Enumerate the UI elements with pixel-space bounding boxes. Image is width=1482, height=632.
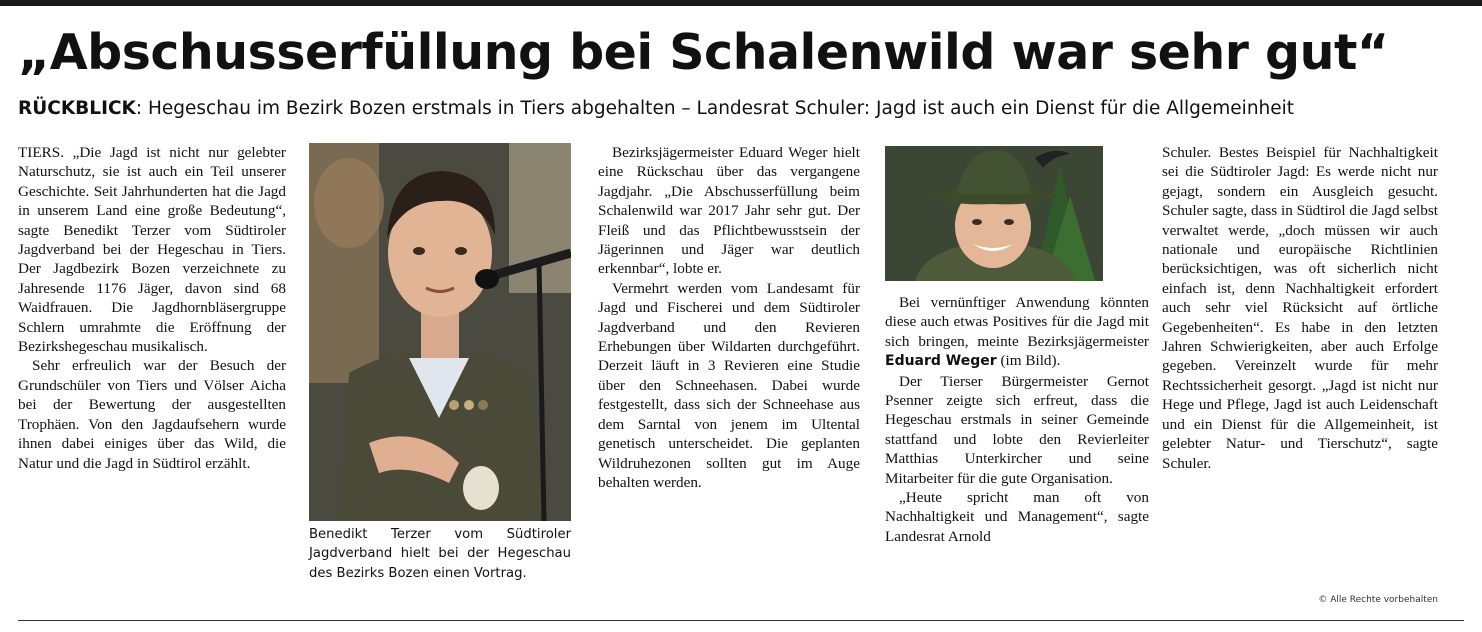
- copyright-notice: © Alle Rechte vorbehalten: [1318, 595, 1438, 605]
- paragraph-text: Bei vernünftiger Anwendung könnten diese auch etwas Positives für die Jagd mit sich bringen, meinte Bezirksjägermeister: [885, 294, 1149, 350]
- text-column-5: [1162, 143, 1438, 473]
- subheadline-text: : Hegeschau im Bezirk Bozen erstmals in Tiers abgehalten – Landesrat Schuler: Jagd ist auch ein Dienst für die Allgemeinheit: [135, 98, 1295, 119]
- weger-photo-illustration: [885, 146, 1103, 281]
- text-column-3: [598, 143, 860, 492]
- paragraph: [885, 293, 1149, 372]
- photo-eduard-weger: [885, 146, 1103, 281]
- paragraph: Sehr erfreulich war der Besuch der Grundschüler von Tiers und Völser Aicha bei der Bewertung der ausgestellten Trophäen. Von den Jagdaufsehern wurde ihnen dabei einiges über das Wild, die Natur und die Jagd in Südtirol erzählt.: [18, 357, 286, 472]
- photo-caption-terzer: Benedikt Terzer vom Südtiroler Jagdverband hielt bei der Hegeschau des Bezirks Bozen einen Vortrag.: [309, 527, 571, 581]
- paragraph: Schuler. Bestes Beispiel für Nachhaltigkeit sei die Südtiroler Jagd: Es werde nicht nur gejagt, sondern ein Ausgleich gesucht. Schuler sagte, dass in Südtirol die Jagd selbst verwaltet werde, „doch müssen wir auch nationale und europäische Richtlinien berücksichtigen, was oft sicherlich nicht einfach ist, denn Nachhaltigkeit erfordert auch sehr viel Rücksicht auf örtliche Gegebenheiten“. Es habe in den letzten Jahren Schwierigkeiten, aber auch Erfolge gegeben. Vereinzelt wurde für mehr Rechtssicherheit gesorgt. „Jagd ist nicht nur Hege und Pflege, Jagd ist auch Leidenschaft und ein Dienst für die Allgemeinheit, ist gelebter Natur- und Tierschutz“, sagte Schuler.: [1162, 144, 1438, 472]
- paragraph-text: (im Bild).: [996, 352, 1061, 370]
- paragraph: Bezirksjägermeister Eduard Weger hielt eine Rückschau über das vergangene Jagdjahr. „Die Abschusserfüllung beim Schalenwild war 2017 Jahr sehr gut. Der Fleiß und das Pflichtbewusstsein der Jägerinnen und Jäger war deutlich erkennbar“, lobte er.: [598, 144, 860, 278]
- highlighted-name: Eduard Weger: [885, 353, 997, 370]
- paragraph: „Heute spricht man oft von Nachhaltigkeit und Management“, sagte Landesrat Arnold: [885, 489, 1149, 545]
- text-column-4: [885, 293, 1149, 546]
- terzer-photo-illustration: [309, 143, 571, 521]
- article-headline: „Abschusserfüllung bei Schalenwild war sehr gut“: [18, 24, 1389, 81]
- photo-benedikt-terzer: [309, 143, 571, 521]
- top-rule: [0, 0, 1482, 6]
- subheadline-kicker: RÜCKBLICK: [18, 98, 136, 119]
- text-column-1: [18, 143, 286, 473]
- paragraph: Der Tierser Bürgermeister Gernot Psenner zeigte sich erfreut, dass die Hegeschau erstmals in seiner Gemeinde stattfand und lobte den Revierleiter Matthias Unterkircher und seine Mitarbeiter für die gute Organisation.: [885, 372, 1149, 487]
- article-subheadline: [18, 95, 1468, 125]
- paragraph: Vermehrt werden vom Landesamt für Jagd und Fischerei und dem Südtiroler Jagdverband und den Revieren Erhebungen über Wildarten durchgeführt. Derzeit läuft in 3 Revieren eine Studie über den Schneehasen. Dabei wurde festgestellt, dass sich der Schneehase aus dem Sarntal von jenem im Ultental genetisch unterscheidet. Die geplanten Wildruhezonen sollten gut im Auge behalten werden.: [598, 279, 860, 491]
- paragraph: TIERS. „Die Jagd ist nicht nur gelebter Naturschutz, sie ist auch ein Teil unserer Geschichte. Seit Jahrhunderten hat die Jagd in unserem Land eine große Bedeutung“, sagte Benedikt Terzer vom Südtiroler Jagdverband bei der Hegeschau in Tiers. Der Jagdbezirk Bozen verzeichnete zu Jahresende 1176 Jäger, davon sind 68 Waidfrauen. Die Jagdhornbläsergruppe Schlern umrahmte die Eröffnung der Bezirkshegeschau musikalisch.: [18, 144, 286, 356]
- bottom-rule: [18, 620, 1464, 621]
